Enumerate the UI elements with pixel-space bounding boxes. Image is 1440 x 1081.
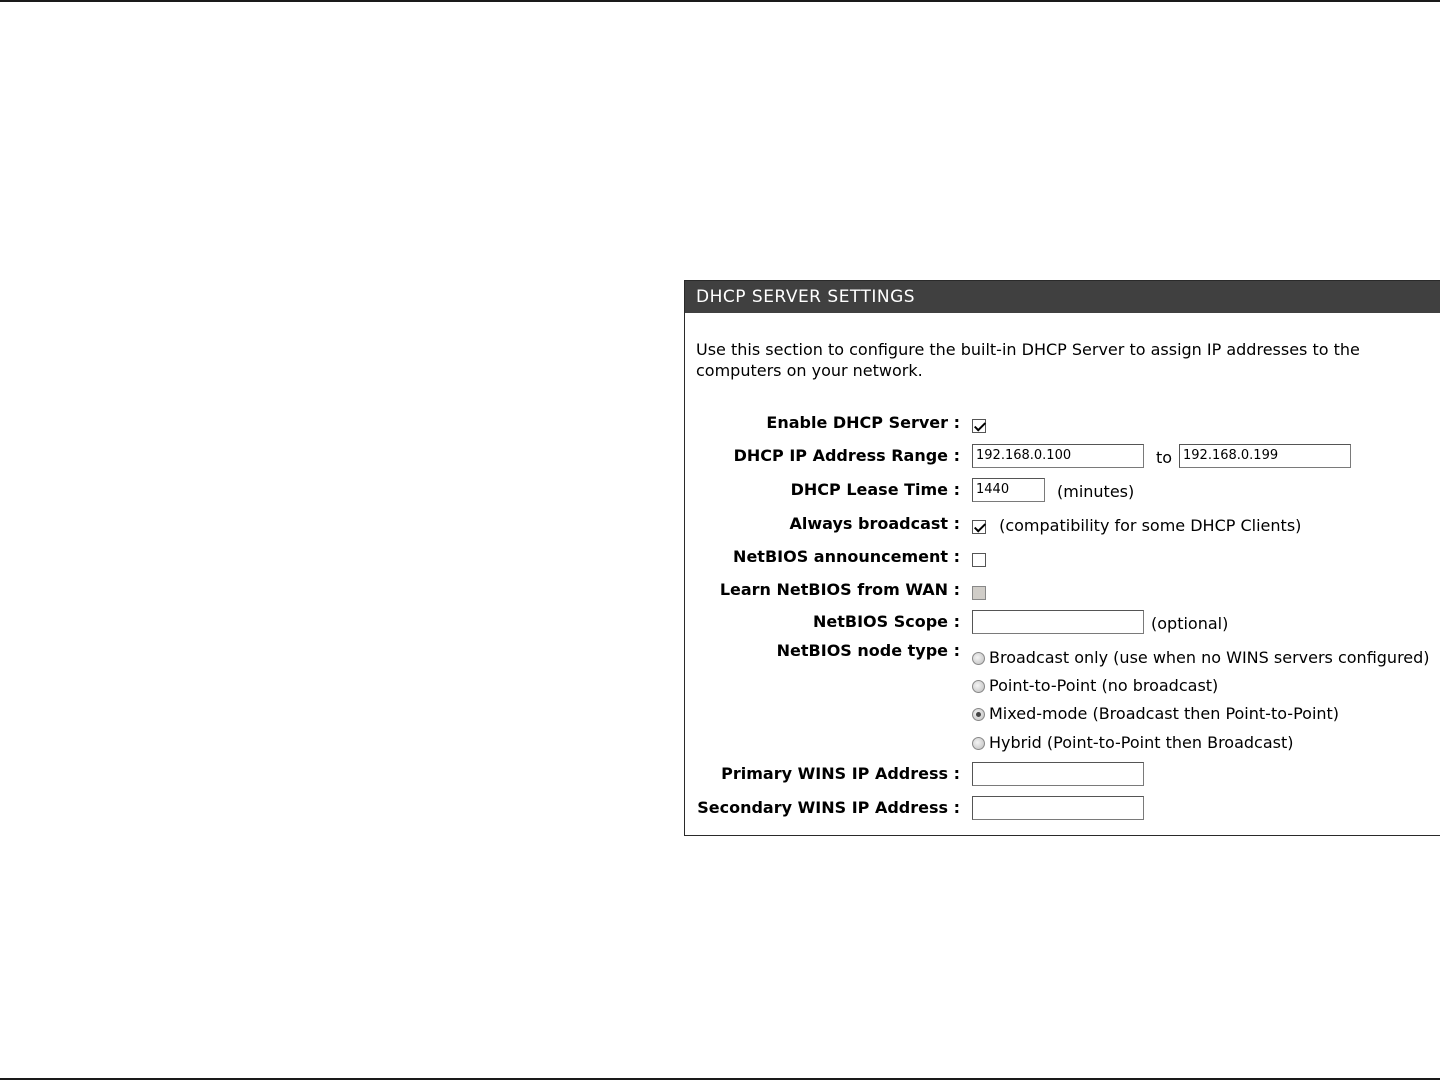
node-type-option-mixed[interactable]: Mixed-mode (Broadcast then Point-to-Point) [972, 704, 1339, 723]
netbios-scope-input[interactable] [972, 610, 1144, 634]
radio-icon[interactable] [972, 708, 985, 721]
top-rule [0, 0, 1440, 2]
enable-dhcp-checkbox[interactable] [972, 419, 986, 433]
secondary-wins-label: Secondary WINS IP Address : [697, 798, 960, 817]
netbios-scope-note: (optional) [1151, 614, 1229, 633]
lease-time-label: DHCP Lease Time : [790, 480, 960, 499]
primary-wins-label: Primary WINS IP Address : [721, 764, 960, 783]
panel-description: Use this section to configure the built-in DHCP Server to assign IP addresses to the computers on your network. [696, 340, 1360, 380]
always-broadcast-checkbox[interactable] [972, 520, 986, 534]
ip-range-end-input[interactable]: 192.168.0.199 [1179, 444, 1351, 468]
learn-netbios-checkbox [972, 586, 986, 600]
always-broadcast-note: (compatibility for some DHCP Clients) [999, 516, 1302, 535]
learn-netbios-label: Learn NetBIOS from WAN : [719, 580, 960, 599]
ip-range-to: to [1156, 448, 1173, 467]
node-type-label: NetBIOS node type : [776, 641, 960, 660]
lease-time-input[interactable]: 1440 [972, 478, 1045, 502]
primary-wins-input[interactable] [972, 762, 1144, 786]
node-type-option-broadcast[interactable]: Broadcast only (use when no WINS servers configured) [972, 648, 1430, 667]
radio-icon[interactable] [972, 737, 985, 750]
netbios-announcement-label: NetBIOS announcement : [733, 547, 960, 566]
node-type-option-p2p[interactable]: Point-to-Point (no broadcast) [972, 676, 1218, 695]
panel-title: DHCP SERVER SETTINGS [685, 281, 1440, 313]
always-broadcast-label: Always broadcast : [789, 514, 960, 533]
lease-time-unit: (minutes) [1057, 482, 1135, 501]
radio-icon[interactable] [972, 652, 985, 665]
bottom-rule [0, 1078, 1440, 1080]
node-type-option-hybrid[interactable]: Hybrid (Point-to-Point then Broadcast) [972, 733, 1294, 752]
dhcp-server-settings-panel [684, 280, 1440, 836]
ip-range-label: DHCP IP Address Range : [733, 446, 960, 465]
radio-icon[interactable] [972, 680, 985, 693]
secondary-wins-input[interactable] [972, 796, 1144, 820]
netbios-announcement-checkbox[interactable] [972, 553, 986, 567]
ip-range-start-input[interactable]: 192.168.0.100 [972, 444, 1144, 468]
netbios-scope-label: NetBIOS Scope : [812, 612, 960, 631]
enable-dhcp-label: Enable DHCP Server : [766, 413, 960, 432]
